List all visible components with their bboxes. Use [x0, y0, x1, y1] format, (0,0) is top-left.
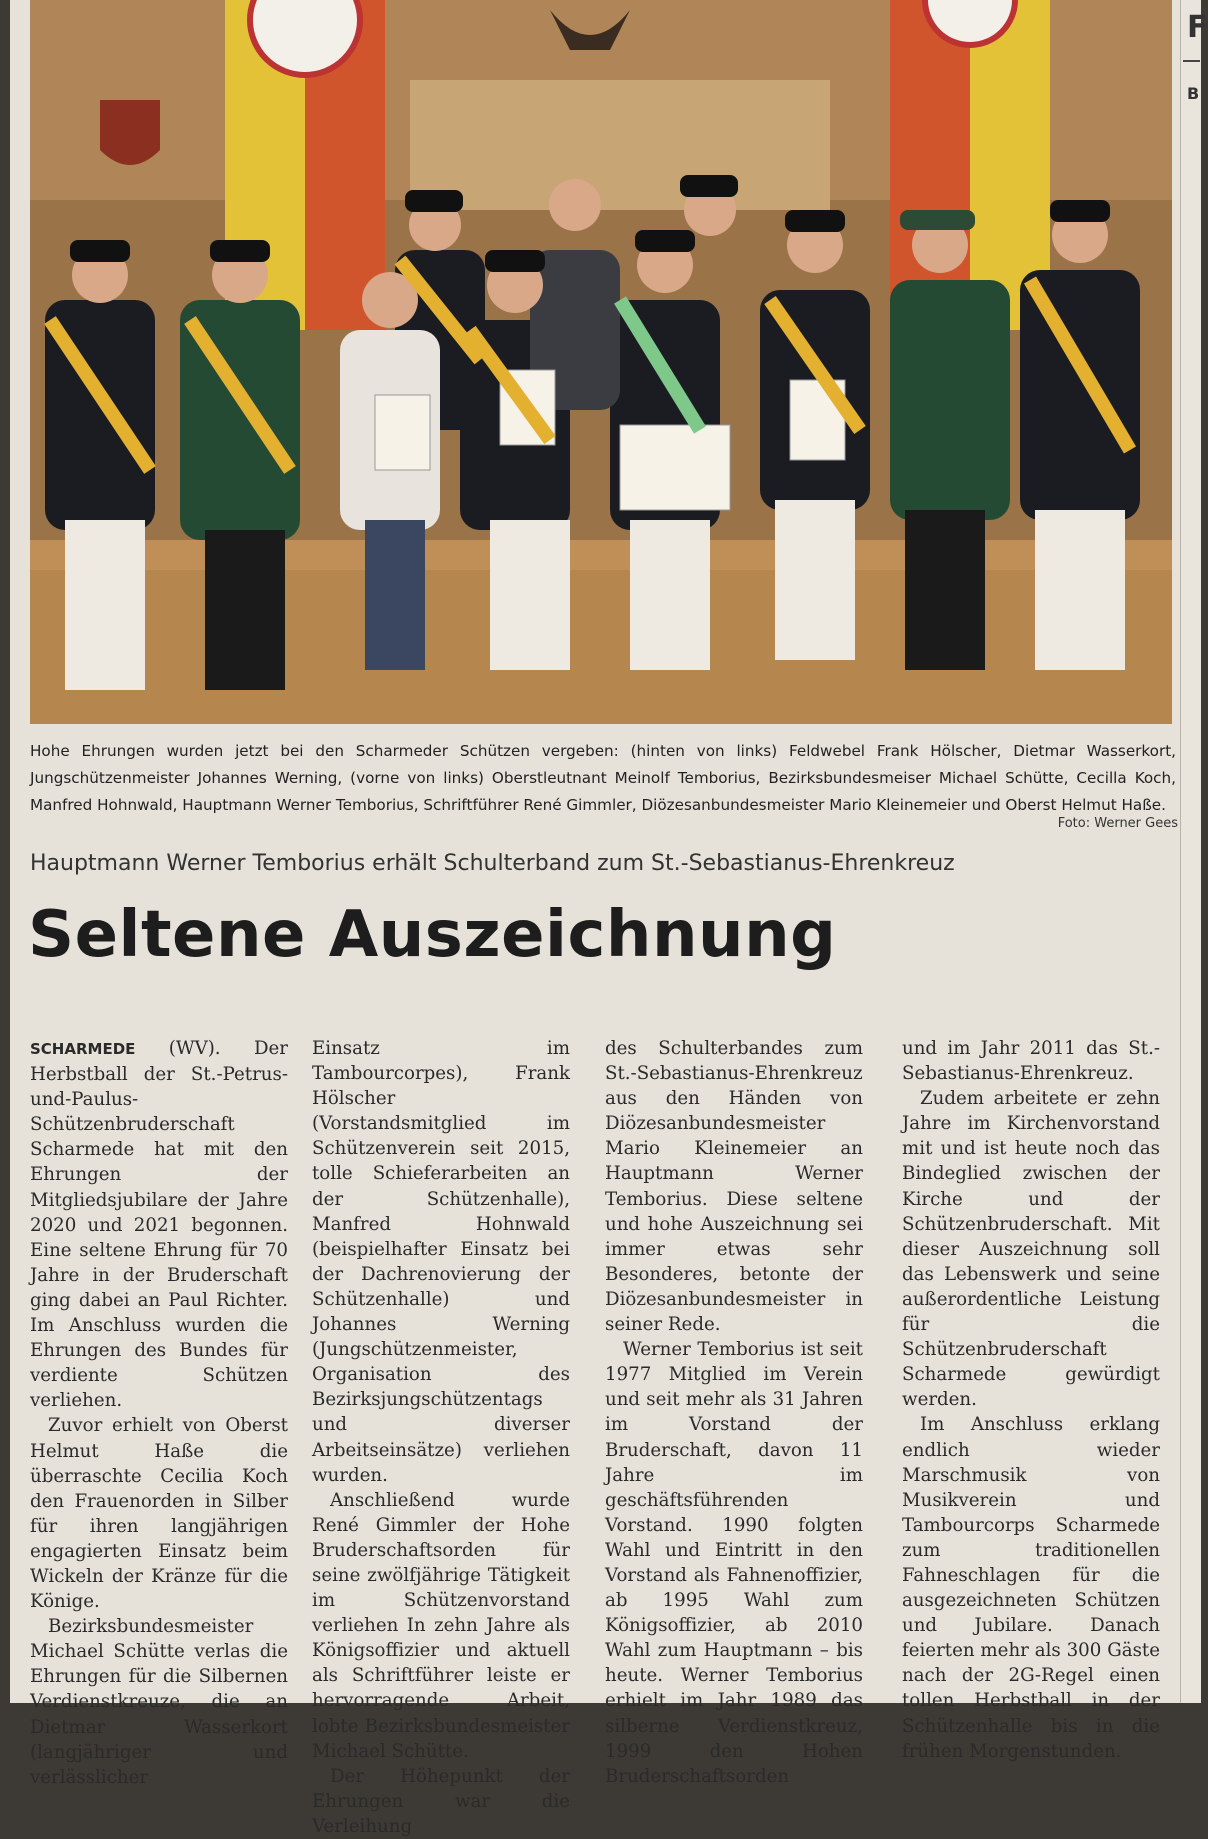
article-column-1: [30, 1036, 288, 1790]
paragraph-text: (WV). Der Herbstball der St.-Petrus-und-Paulus-Schützenbruderschaft Scharmede hat mit den Ehrungen der Mitgliedsjubilare der Jahre 2020 und 2021 begonnen. Eine seltene Ehrung für 70 Jahre in der Bruderschaft ging dabei an Paul Richter. Im Anschluss wurden die Ehrungen des Bundes für verdiente Schützen verliehen.: [30, 1038, 288, 1412]
paragraph: Bezirksbundesmeister Michael Schütte verlas die Ehrungen für die Silbernen Verdienstkreuze, die an Dietmar Wasserkort (langjähriger und verlässlicher: [30, 1616, 288, 1788]
article-headline: Seltene Auszeichnung: [28, 898, 837, 972]
paragraph: des Schulterbandes zum St.-Sebastianus-Ehrenkreuz aus den Händen von Diözesanbundesmeister Mario Kleinemeier an Hauptmann Werner Temborius. Diese seltene und hohe Auszeichnung sei immer etwas sehr Besonderes, betonte der Diözesanbundesmeister in seiner Rede.: [605, 1038, 863, 1336]
adjacent-rule: [1183, 60, 1200, 62]
adjacent-column-edge: [1180, 0, 1201, 1703]
group-photo: [30, 0, 1172, 724]
photo-caption: Hohe Ehrungen wurden jetzt bei den Scharmeder Schützen vergeben: (hinten von links) Feldwebel Frank Hölscher, Dietmar Wasserkort, Jungschützenmeister Johannes Werning, (vorne von links) Oberstleutnant Meinolf Temborius, Bezirksbundesmeiser Michael Schütte, Cecilla Koch, Manfred Hohnwald, Hauptmann Werner Temborius, Schriftführer René Gimmler, Diözesanbundesmeister Mario Kleinemeier und Oberst Helmut Haße.: [30, 742, 1176, 814]
paragraph: Der Höhepunkt der Ehrungen war die Verleihung: [312, 1765, 570, 1837]
article-column-2: [312, 1036, 570, 1839]
paragraph: und im Jahr 2011 das St.-Sebastianus-Ehrenkreuz.: [902, 1038, 1160, 1085]
paragraph: Im Anschluss erklang endlich wieder Marschmusik von Musikverein und Tambourcorps Scharmede zum traditionellen Fahneschlagen für die ausgezeichneten Schützen und Jubilare. Danach feierten mehr als 300 Gäste nach der 2G-Regel einen tollen Herbstball in der Schützenhalle bis in die frühen Morgenstunden.: [902, 1414, 1160, 1762]
paragraph: Einsatz im Tambourcorpes), Frank Hölscher (Vorstandsmitglied im Schützenverein seit 2015, tolle Schieferarbeiten an der Schützenhalle), Manfred Hohnwald (beispielhafter Einsatz bei der Dachrenovierung der Schützenhalle) und Johannes Werning (Jungschützenmeister, Organisation des Bezirksjungschützentags und diverser Arbeitseinsätze) verliehen wurden.: [312, 1038, 570, 1486]
group-photo-icon: [30, 0, 1172, 724]
paragraph: [30, 1036, 288, 1413]
adjacent-headline-letter: F: [1187, 10, 1208, 45]
adjacent-dateline-letter: B: [1187, 84, 1200, 103]
article-column-3: [605, 1036, 863, 1789]
paragraph: Anschließend wurde René Gimmler der Hohe Bruderschaftsorden für seine zwölfjährige Tätigkeit im Schützenvorstand verliehen In zehn Jahre als Königsoffizier und aktuell als Schriftführer leiste er hervorragende Arbeit, lobte Bezirksbundesmeister Michael Schütte.: [312, 1489, 570, 1762]
photo-credit: Foto: Werner Gees: [1057, 816, 1178, 831]
article-column-4: [902, 1036, 1160, 1764]
article-subtitle: Hauptmann Werner Temborius erhält Schulterband zum St.-Sebastianus-Ehrenkreuz: [30, 851, 955, 876]
paragraph: Werner Temborius ist seit 1977 Mitglied im Verein und seit mehr als 31 Jahren im Vorstand der Bruderschaft, davon 11 Jahre im geschäftsführenden Vorstand. 1990 folgten Wahl und Eintritt in den Vorstand als Fahnenoffizier, ab 1995 Wahl zum Königsoffizier, ab 2010 Wahl zum Hauptmann – bis heute. Werner Temborius erhielt im Jahr 1989 das silberne Verdienstkreuz, 1999 den Hohen Bruderschaftsorden: [605, 1339, 863, 1787]
dateline: SCHARMEDE: [30, 1040, 136, 1058]
paragraph: Zudem arbeitete er zehn Jahre im Kirchenvorstand mit und ist heute noch das Bindeglied zwischen der Kirche und der Schützenbruderschaft. Mit dieser Auszeichnung soll das Lebenswerk und seine außerordentliche Leistung für die Schützenbruderschaft Scharmede gewürdigt werden.: [902, 1088, 1160, 1411]
paragraph: Zuvor erhielt von Oberst Helmut Haße die überraschte Cecilia Koch den Frauenorden in Silber für ihren langjährigen engagierten Einsatz beim Wickeln der Kränze für die Könige.: [30, 1415, 288, 1613]
